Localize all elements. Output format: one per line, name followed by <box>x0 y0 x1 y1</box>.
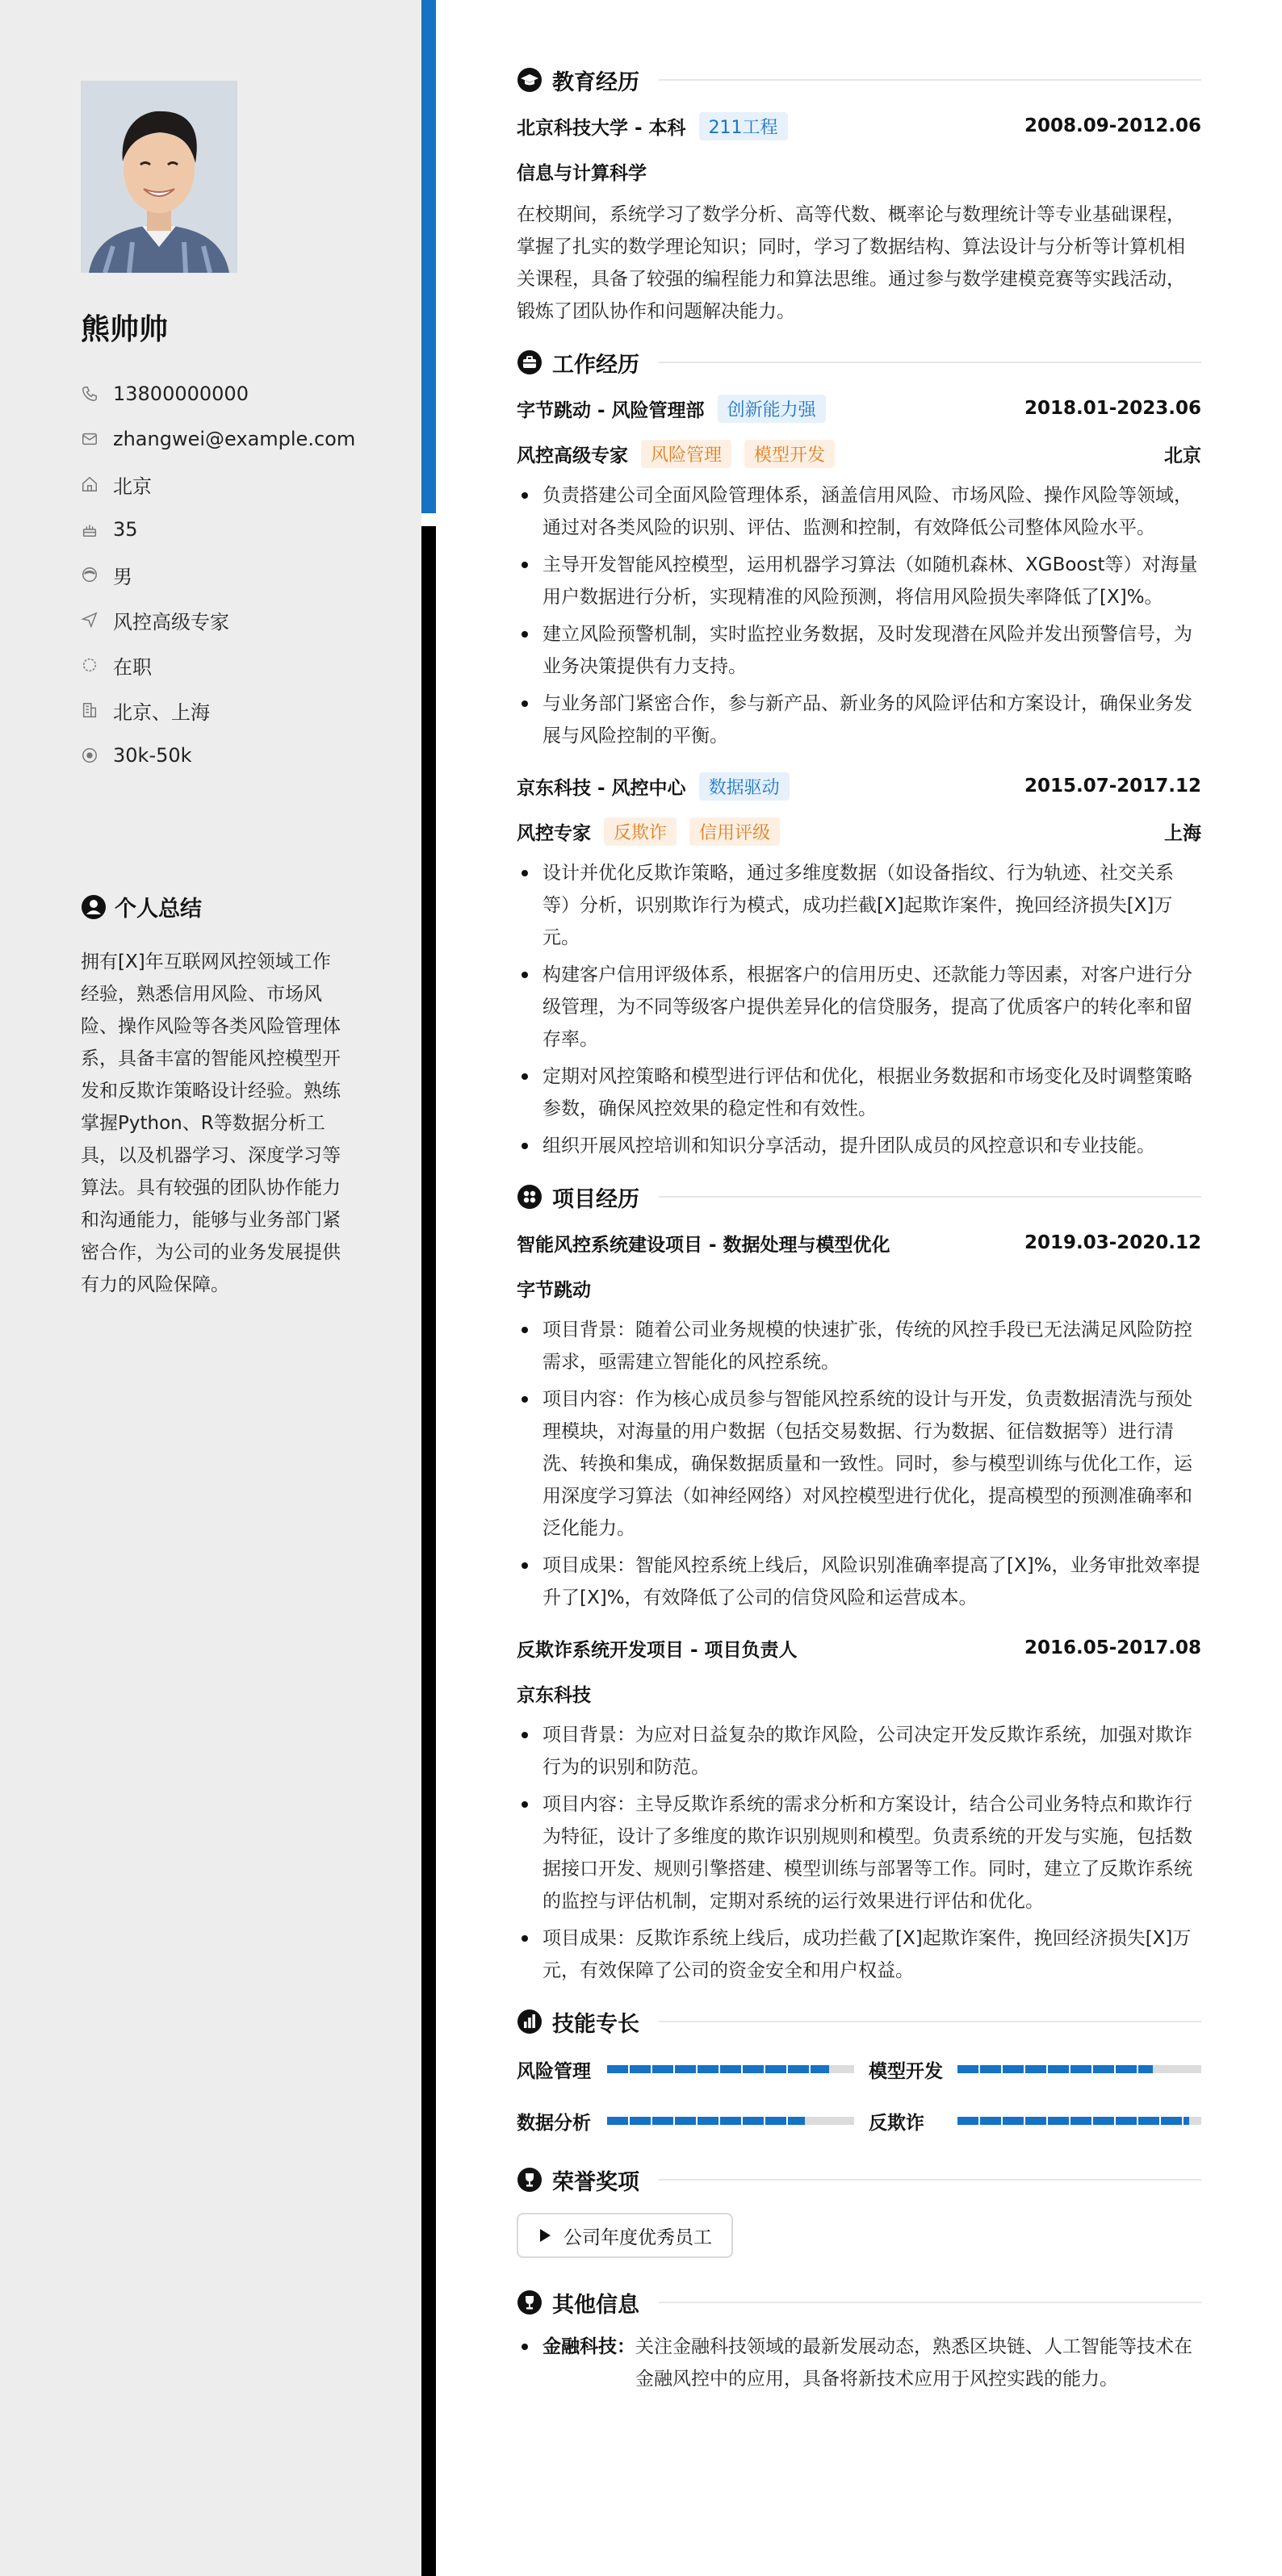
project-period: 2016.05-2017.08 <box>1024 1637 1201 1658</box>
avatar <box>81 81 237 273</box>
section-divider <box>659 362 1201 363</box>
skill-item <box>869 2051 1201 2087</box>
summary-heading <box>81 891 202 922</box>
school-name: 北京科技大学 - 本科 <box>517 117 686 139</box>
award-name: 公司年度优秀员工 <box>563 2227 712 2248</box>
job-role-row <box>517 431 1201 476</box>
section-divider <box>659 1196 1201 1198</box>
job-period: 2018.01-2023.06 <box>1024 398 1201 419</box>
list-item: 定期对风控策略和模型进行评估和优化，根据业务数据和市场变化及时调整策略参数，确保风控效果的稳定性和有效性。 <box>517 1060 1201 1125</box>
building-icon <box>81 701 98 719</box>
section-divider <box>659 2021 1201 2022</box>
job-city: 北京 <box>1164 445 1201 466</box>
skill-name: 风险管理 <box>517 2060 591 2082</box>
contact-location <box>81 462 355 507</box>
profile-photo <box>81 81 237 273</box>
section-divider <box>659 2302 1201 2303</box>
list-item: 项目成果：反欺诈系统上线后，成功拦截了[X]起欺诈案件，挽回经济损失[X]万元，有效保障了公司的资金安全和用户权益。 <box>517 1922 1201 1987</box>
project-period: 2019.03-2020.12 <box>1024 1232 1201 1253</box>
phone-value: 13800000000 <box>113 383 249 405</box>
major-row <box>517 148 1201 194</box>
role-tag: 信用评级 <box>689 818 780 846</box>
section-divider <box>659 2179 1201 2181</box>
accent-bar-blue <box>421 0 436 513</box>
contact-target-city <box>81 688 355 733</box>
skill-bar-fill <box>607 2065 829 2073</box>
user-icon <box>81 894 107 920</box>
skills-title: 技能专长 <box>552 2011 639 2037</box>
list-item: 负责搭建公司全面风险管理体系，涵盖信用风险、市场风险、操作风险等领域，通过对各类风险的识别、评估、监测和控制，有效降低公司整体风险水平。 <box>517 479 1201 544</box>
list-item: 与业务部门紧密合作，参与新产品、新业务的风险评估和方案设计，确保业务发展与风险控制的平衡。 <box>517 688 1201 752</box>
job-role-row <box>517 809 1201 854</box>
project-org-row <box>517 1265 1201 1311</box>
accent-bar-black <box>421 526 436 2576</box>
education-row <box>517 103 1201 148</box>
project-entry <box>517 1625 1201 1987</box>
project-name: 智能风控系统建设项目 - 数据处理与模型优化 <box>517 1234 890 1256</box>
project-org: 字节跳动 <box>517 1279 591 1301</box>
contact-position <box>81 597 355 642</box>
skill-bar <box>957 2065 1201 2073</box>
company-tag: 创新能力强 <box>718 395 826 423</box>
skill-bar <box>607 2065 854 2073</box>
list-item: 项目背景：为应对日益复杂的欺诈风险，公司决定开发反欺诈系统，加强对欺诈行为的识别和防范。 <box>517 1719 1201 1784</box>
coin-icon <box>81 746 98 764</box>
job-entry <box>517 763 1201 1162</box>
list-item: 组织开展风控培训和知识分享活动，提升团队成员的风控意识和专业技能。 <box>517 1130 1201 1162</box>
other-list <box>517 2331 1201 2395</box>
job-role: 风控专家 <box>517 822 591 844</box>
skill-item <box>517 2103 869 2139</box>
projects-title: 项目经历 <box>552 1186 639 1212</box>
other-title: 其他信息 <box>552 2292 639 2318</box>
graduation-cap-icon <box>517 67 543 93</box>
home-icon <box>81 475 98 493</box>
project-entry <box>517 1220 1201 1614</box>
contact-salary <box>81 733 355 778</box>
company-tag: 数据驱动 <box>699 772 790 801</box>
contact-status <box>81 642 355 688</box>
skill-item <box>869 2103 1201 2139</box>
bar-chart-icon <box>517 2009 543 2034</box>
skill-bar <box>607 2117 854 2125</box>
award-badge <box>517 2213 733 2258</box>
job-city: 上海 <box>1164 822 1201 844</box>
skill-name: 模型开发 <box>869 2060 943 2082</box>
list-item: 建立风险预警机制，实时监控业务数据，及时发现潜在风险并发出预警信号，为业务决策提供有力支持。 <box>517 618 1201 683</box>
send-icon <box>81 611 98 629</box>
job-header <box>517 386 1201 431</box>
skill-bar-fill <box>957 2117 1189 2125</box>
list-item: 设计并优化反欺诈策略，通过多维度数据（如设备指纹、行为轨迹、社交关系等）分析，识别欺诈行为模式，成功拦截[X]起欺诈案件，挽回经济损失[X]万元。 <box>517 857 1201 954</box>
grid-icon <box>517 1184 543 1210</box>
contact-email <box>81 416 355 462</box>
skill-name: 数据分析 <box>517 2112 591 2134</box>
project-header <box>517 1220 1201 1265</box>
school-tag: 211工程 <box>699 112 788 140</box>
job-period: 2015.07-2017.12 <box>1024 776 1201 797</box>
salary-value: 30k-50k <box>113 744 192 767</box>
skill-bar <box>957 2117 1201 2125</box>
summary-title: 个人总结 <box>115 897 202 922</box>
list-item <box>517 2331 1201 2395</box>
job-role: 风控高级专家 <box>517 445 628 466</box>
mail-icon <box>81 430 98 448</box>
work-heading <box>517 339 1201 386</box>
briefcase-icon <box>517 349 543 375</box>
awards-title: 荣誉奖项 <box>552 2169 639 2195</box>
role-tag: 模型开发 <box>744 440 835 468</box>
role-tag: 反欺诈 <box>604 818 677 846</box>
status-value: 在职 <box>113 655 152 679</box>
projects-heading <box>517 1173 1201 1220</box>
list-item: 项目内容：作为核心成员参与智能风控系统的设计与开发，负责数据清洗与预处理模块，对海量的用户数据（包括交易数据、行为数据、征信数据等）进行清洗、转换和集成，确保数据质量和一致性。同时，参与模型训练与优化工作，运用深度学习算法（如神经网络）对风控模型进行优化，提高模型的预测准确率和泛化能力。 <box>517 1383 1201 1545</box>
skill-bar-fill <box>957 2065 1152 2073</box>
project-header <box>517 1625 1201 1671</box>
play-icon <box>538 2228 552 2243</box>
list-item: 项目背景：随着公司业务规模的快速扩张，传统的风控手段已无法满足风险防控需求，亟需建立智能化的风控系统。 <box>517 1314 1201 1378</box>
skills-grid <box>517 2045 1201 2156</box>
list-item: 主导开发智能风控模型，运用机器学习算法（如随机森林、XGBoost等）对海量用户数据进行分析，实现精准的风险预测，将信用风险损失率降低了[X]%。 <box>517 549 1201 613</box>
phone-icon <box>81 385 98 403</box>
gender-value: 男 <box>113 565 132 588</box>
cake-icon <box>81 521 98 538</box>
skill-name: 反欺诈 <box>869 2112 924 2134</box>
project-org: 京东科技 <box>517 1684 591 1706</box>
email-value: zhangwei@example.com <box>113 428 356 450</box>
other-heading <box>517 2279 1201 2326</box>
project-org-row <box>517 1671 1201 1716</box>
contact-phone <box>81 371 355 416</box>
list-item: 项目内容：主导反欺诈系统的需求分析和方案设计，结合公司业务特点和欺诈行为特征，设计了多维度的欺诈识别规则和模型。负责系统的开发与实施，包括数据接口开发、规则引擎搭建、模型训练与部署等工作。同时，建立了反欺诈系统的监控与评估机制，定期对系统的运行效果进行评估和优化。 <box>517 1788 1201 1917</box>
role-tag: 风险管理 <box>641 440 731 468</box>
major-name: 信息与计算科学 <box>517 162 647 184</box>
education-period: 2008.09-2012.06 <box>1024 115 1201 136</box>
job-bullets <box>517 857 1201 1162</box>
section-divider <box>659 79 1201 81</box>
job-company: 字节跳动 - 风险管理部 <box>517 399 705 421</box>
project-name: 反欺诈系统开发项目 - 项目负责人 <box>517 1639 798 1661</box>
work-title: 工作经历 <box>552 352 639 378</box>
summary-text: 拥有[X]年互联网风控领域工作经验，熟悉信用风险、市场风险、操作风险等各类风险管理体系，具备丰富的智能风控模型开发和反欺诈策略设计经验。熟练掌握Python、R等数据分析工具，以及机器学习、深度学习等算法。具有较强的团队协作能力和沟通能力，能够与业务部门紧密合作，为公司的业务发展提供有力的风险保障。 <box>81 951 341 1295</box>
job-company: 京东科技 - 风控中心 <box>517 777 686 799</box>
trophy-icon <box>517 2167 543 2193</box>
job-header <box>517 763 1201 809</box>
education-description: 在校期间，系统学习了数学分析、高等代数、概率论与数理统计等专业基础课程，掌握了扎实的数学理论知识；同时，学习了数据结构、算法设计与分析等计算机相关课程，具备了较强的编程能力和算法思维。通过参与数学建模竞赛等实践活动，锻炼了团队协作和问题解决能力。 <box>517 204 1185 322</box>
skill-item <box>517 2051 869 2087</box>
list-item: 项目成果：智能风控系统上线后，风险识别准确率提高了[X]%，业务审批效率提升了[X]%，有效降低了公司的信贷风险和运营成本。 <box>517 1549 1201 1614</box>
info-icon <box>517 2290 543 2315</box>
skill-bar-fill <box>607 2117 805 2125</box>
project-bullets <box>517 1719 1201 1987</box>
contact-gender <box>81 552 355 597</box>
project-bullets <box>517 1314 1201 1614</box>
education-title: 教育经历 <box>552 69 639 95</box>
list-item: 构建客户信用评级体系，根据客户的信用历史、还款能力等因素，对客户进行分级管理，为不同等级客户提供差异化的信贷服务，提高了优质客户的转化率和留存率。 <box>517 959 1201 1056</box>
job-bullets <box>517 479 1201 752</box>
skills-heading <box>517 1998 1201 2045</box>
location-value: 北京 <box>113 475 152 498</box>
sidebar <box>0 0 421 2576</box>
main-content <box>517 56 1201 2395</box>
other-key: 金融科技： <box>543 2336 635 2357</box>
candidate-name: 熊帅帅 <box>81 313 169 346</box>
education-heading <box>517 56 1201 103</box>
position-value: 风控高级专家 <box>113 610 229 634</box>
target-city-value: 北京、上海 <box>113 700 210 724</box>
other-value: 关注金融科技领域的最新发展动态，熟悉区块链、人工智能等技术在金融风控中的应用，具备将新技术应用于风控实践的能力。 <box>635 2336 1192 2390</box>
status-icon <box>81 656 98 674</box>
contact-list <box>81 371 355 778</box>
age-value: 35 <box>113 518 138 541</box>
gender-icon <box>81 566 98 583</box>
awards-heading <box>517 2156 1201 2203</box>
job-entry <box>517 386 1201 752</box>
contact-age <box>81 507 355 552</box>
